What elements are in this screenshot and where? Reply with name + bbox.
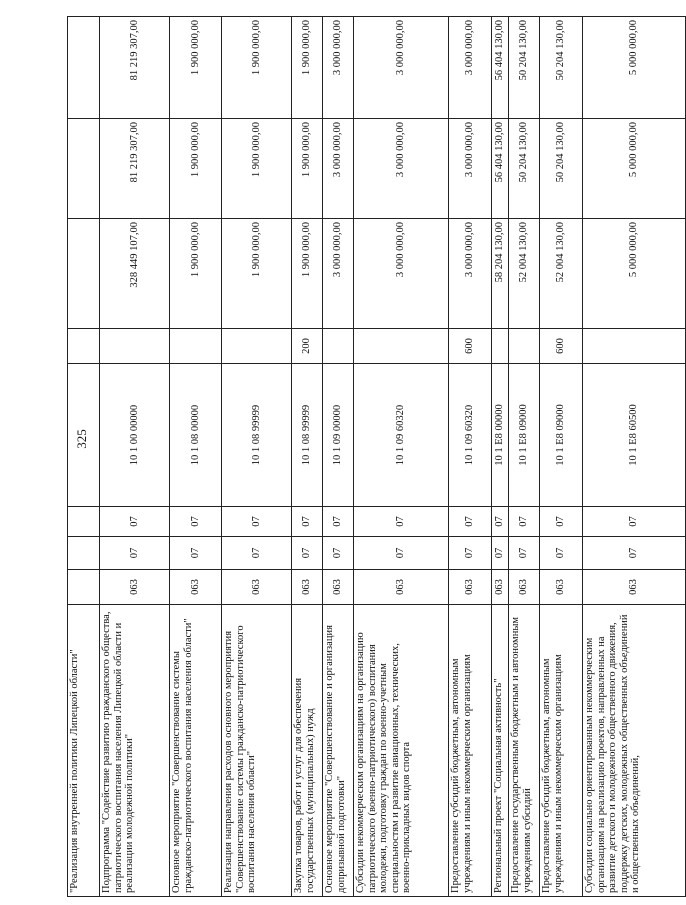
target-article: 10 1 09 60320 [354,364,449,507]
target-article: 10 1 09 00000 [323,364,354,507]
ministry-code: 063 [449,570,492,605]
table-row [540,17,583,897]
subsection-code: 07 [354,507,449,537]
table-row [68,17,100,897]
target-article: 10 1 E8 09000 [509,364,540,507]
subsection-code: 07 [492,507,509,537]
expense-type [583,329,686,364]
amount-year-2: 56 404 130,00 [492,119,509,219]
ministry-code [68,570,100,605]
amount-year-3: 3 000 000,00 [323,17,354,119]
row-name: Реализация направления расходов основного мероприятия "Совершенствование системы гражданско-патриотического воспитания населения области" [222,605,292,897]
target-article: 10 1 E8 60500 [583,364,686,507]
ministry-code: 063 [583,570,686,605]
expense-type [492,329,509,364]
section-code: 07 [354,537,449,570]
amount-year-2: 50 204 130,00 [540,119,583,219]
section-code: 07 [170,537,222,570]
subsection-code: 07 [583,507,686,537]
table-row [292,17,323,897]
amount-year-3: 50 204 130,00 [540,17,583,119]
subsection-code: 07 [509,507,540,537]
amount-year-3: 56 404 130,00 [492,17,509,119]
subsection-code: 07 [170,507,222,537]
row-name: Субсидии некоммерческим организациям на организацию патриотического (военно-патриотического) воспитания молодежи, подготовку граждан по военно-учетным специальностям и развитие авиационных, технических, военно-прикладных видов спорта [354,605,449,897]
amount-year-2: 81 219 307,00 [100,119,170,219]
ministry-code: 063 [492,570,509,605]
target-article [68,364,100,507]
amount-year-1: 52 004 130,00 [540,219,583,329]
row-name: Подпрограмма "Содействие развитию гражданского общества, патриотического воспитания населения Липецкой области и реализации молодежной политики" [100,605,170,897]
amount-year-1: 1 900 000,00 [292,219,323,329]
table-row [100,17,170,897]
subsection-code: 07 [100,507,170,537]
amount-year-1: 3 000 000,00 [323,219,354,329]
amount-year-3 [68,17,100,119]
target-article: 10 1 E8 09000 [540,364,583,507]
expense-type: 600 [540,329,583,364]
target-article: 10 1 E8 00000 [492,364,509,507]
amount-year-3: 3 000 000,00 [354,17,449,119]
section-code: 07 [100,537,170,570]
ministry-code: 063 [354,570,449,605]
amount-year-3: 1 900 000,00 [170,17,222,119]
section-code: 07 [583,537,686,570]
row-name: Закупка товаров, работ и услуг для обеспечения государственных (муниципальных) нужд [292,605,323,897]
amount-year-1: 1 900 000,00 [222,219,292,329]
target-article: 10 1 00 00000 [100,364,170,507]
section-code: 07 [540,537,583,570]
section-code: 07 [323,537,354,570]
rotated-page [0,5,640,905]
amount-year-2: 3 000 000,00 [323,119,354,219]
amount-year-1: 5 000 000,00 [583,219,686,329]
section-code: 07 [509,537,540,570]
amount-year-3: 1 900 000,00 [222,17,292,119]
expense-type: 600 [449,329,492,364]
section-code: 07 [449,537,492,570]
amount-year-2: 5 000 000,00 [583,119,686,219]
budget-table [67,16,686,897]
table-row [354,17,449,897]
subsection-code [68,507,100,537]
amount-year-2: 1 900 000,00 [222,119,292,219]
target-article: 10 1 09 60320 [449,364,492,507]
subsection-code: 07 [540,507,583,537]
section-code: 07 [492,537,509,570]
row-name: Субсидии социально ориентированным некоммерческим организациям на реализацию проектов, направленных на развитие детского и молодежного общественного движения, поддержку детских, молодежных общественных объединений и общественных объединений, [583,605,686,897]
amount-year-1: 3 000 000,00 [449,219,492,329]
section-code [68,537,100,570]
section-code: 07 [222,537,292,570]
table-row [222,17,292,897]
table-row [449,17,492,897]
row-name: Предоставление государственным бюджетным и автономным учреждениям субсидий [509,605,540,897]
row-name: Предоставление субсидий бюджетным, автономным учреждениям и иным некоммерческим организациям [449,605,492,897]
table-row [323,17,354,897]
ministry-code: 063 [292,570,323,605]
subsection-code: 07 [292,507,323,537]
expense-type [509,329,540,364]
row-name: Основное мероприятие "Совершенствование системы гражданско-патриотического воспитания населения области" [170,605,222,897]
amount-year-3: 81 219 307,00 [100,17,170,119]
table-row [583,17,686,897]
expense-type [170,329,222,364]
expense-type [354,329,449,364]
expense-type: 200 [292,329,323,364]
subsection-code: 07 [449,507,492,537]
row-name: "Реализация внутренней политики Липецкой области" [68,605,100,897]
page-number: 325 [74,429,89,449]
ministry-code: 063 [222,570,292,605]
ministry-code: 063 [323,570,354,605]
table-row [170,17,222,897]
amount-year-1: 52 004 130,00 [509,219,540,329]
ministry-code: 063 [170,570,222,605]
expense-type [323,329,354,364]
expense-type [68,329,100,364]
amount-year-2: 3 000 000,00 [449,119,492,219]
subsection-code: 07 [222,507,292,537]
subsection-code: 07 [323,507,354,537]
target-article: 10 1 08 99999 [292,364,323,507]
amount-year-3: 50 204 130,00 [509,17,540,119]
amount-year-3: 5 000 000,00 [583,17,686,119]
amount-year-2: 50 204 130,00 [509,119,540,219]
table-row [509,17,540,897]
ministry-code: 063 [540,570,583,605]
expense-type [222,329,292,364]
row-name: Региональный проект "Социальная активность" [492,605,509,897]
section-code: 07 [292,537,323,570]
amount-year-1: 1 900 000,00 [170,219,222,329]
expense-type [100,329,170,364]
amount-year-1: 328 449 107,00 [100,219,170,329]
ministry-code: 063 [100,570,170,605]
amount-year-1: 3 000 000,00 [354,219,449,329]
row-name: Предоставление субсидий бюджетным, автономным учреждениям и иным некоммерческим организациям [540,605,583,897]
amount-year-2: 1 900 000,00 [170,119,222,219]
amount-year-1: 58 204 130,00 [492,219,509,329]
amount-year-2: 3 000 000,00 [354,119,449,219]
amount-year-3: 1 900 000,00 [292,17,323,119]
target-article: 10 1 08 00000 [170,364,222,507]
ministry-code: 063 [509,570,540,605]
amount-year-2: 1 900 000,00 [292,119,323,219]
amount-year-3: 3 000 000,00 [449,17,492,119]
amount-year-1 [68,219,100,329]
target-article: 10 1 08 99999 [222,364,292,507]
amount-year-2 [68,119,100,219]
row-name: Основное мероприятие "Совершенствование и организация допризывной подготовки" [323,605,354,897]
table-row [492,17,509,897]
